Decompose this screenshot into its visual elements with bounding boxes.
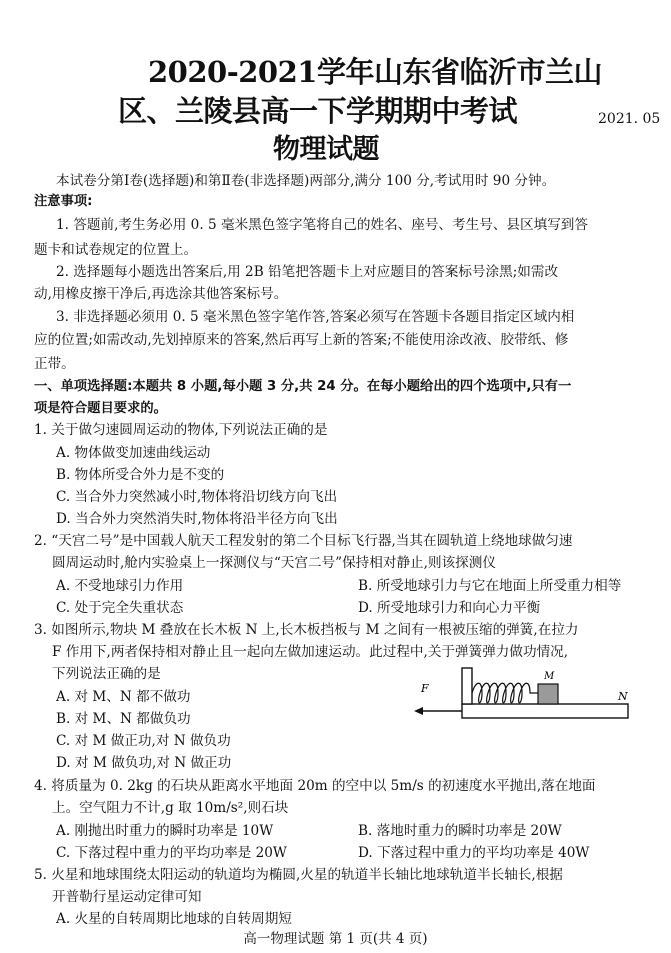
q3-stem-line-2: F 作用下,两者保持相对静止且一起向左做加速运动。此过程中,关于弹簧弹力做功情况,: [52, 644, 569, 660]
force-arrow-head: [414, 707, 423, 715]
intro-line: 本试卷分第Ⅰ卷(选择题)和第Ⅱ卷(非选择题)两部分,满分 100 分,考试用时 90 分钟。: [56, 173, 556, 189]
board-n: [462, 704, 628, 718]
notice-3b: 应的位置;如需改动,先划掉原来的答案,然后再写上新的答案;不能使用涂改液、胶带纸、修: [34, 332, 569, 348]
q2-option-c: C. 处于完全失重状态: [56, 600, 184, 616]
q4-stem-line-1: 4. 将质量为 0. 2kg 的石块从距离水平地面 20m 的空中以 5m/s 的初速度水平抛出,落在地面: [34, 778, 596, 794]
q3-figure: [410, 662, 636, 726]
label-f: F: [421, 682, 429, 695]
q2-option-d: D. 所受地球引力和向心力平衡: [358, 600, 541, 616]
q5-option-a: A. 火星的自转周期比地球的自转周期短: [56, 911, 292, 927]
q5-stem-line-1: 5. 火星和地球围绕太阳运动的轨道均为椭圆,火星的轨道半长轴比地球轨道半长轴长,根据: [34, 867, 563, 883]
exam-date: 2021. 05: [598, 111, 661, 127]
spring: [472, 683, 538, 703]
notice-heading: 注意事项:: [34, 194, 93, 209]
q4-option-b: B. 落地时重力的瞬时功率是 20W: [358, 823, 562, 839]
q1-option-d: D. 当合外力突然消失时,物体将沿半径方向飞出: [56, 511, 338, 527]
notice-1a: 1. 答题前,考生务必用 0. 5 毫米黑色签字笔将自己的姓名、座号、考生号、县区填写到答: [56, 217, 588, 233]
notice-1b: 题卡和试卷规定的位置上。: [34, 242, 198, 258]
q1-option-b: B. 物体所受合外力是不变的: [56, 467, 225, 483]
title-line-3: 物理试题: [273, 134, 379, 165]
section-heading-line-1: 一、单项选择题:本题共 8 小题,每小题 3 分,共 24 分。在每小题给出的四个选项中,只有一: [34, 379, 572, 394]
notice-2a: 2. 选择题每小题选出答案后,用 2B 铅笔把答题卡上对应题目的答案标号涂黑;如需改: [56, 264, 559, 280]
label-m: M: [544, 671, 555, 682]
q3-stem-line-3: 下列说法正确的是: [52, 666, 161, 682]
block-m: [538, 684, 558, 704]
q2-option-b: B. 所受地球引力与它在地面上所受重力相等: [358, 578, 622, 594]
section-heading-line-2: 项是符合题目要求的。: [34, 401, 167, 416]
q4-option-a: A. 刚抛出时重力的瞬时功率是 10W: [56, 823, 274, 839]
q3-option-c: C. 对 M 做正功,对 N 做负功: [56, 733, 231, 749]
q4-stem-line-2: 上。空气阻力不计,g 取 10m/s²,则石块: [52, 800, 289, 816]
q5-stem-line-2: 开普勒行星运动定律可知: [52, 889, 202, 905]
q2-option-a: A. 不受地球引力作用: [56, 578, 184, 594]
q2-stem-line-2: 圆周运动时,舱内实验桌上一探测仪与“天宫二号”保持相对静止,则该探测仪: [52, 555, 496, 571]
page-footer: 高一物理试题 第 1 页(共 4 页): [243, 931, 428, 947]
q1-option-c: C. 当合外力突然减小时,物体将沿切线方向飞出: [56, 489, 338, 505]
title-line-2: 区、兰陵县高一下学期期中考试: [118, 94, 518, 128]
q2-stem-line-1: 2. “天宫二号”是中国载人航天工程发射的第二个目标飞行器,当其在圆轨道上绕地球做匀速: [34, 533, 573, 549]
q1-stem: 1. 关于做匀速圆周运动的物体,下列说法正确的是: [34, 422, 328, 438]
q3-option-b: B. 对 M、N 都做负功: [56, 711, 191, 727]
title-line-1: 2020-2021学年山东省临沂市兰山: [148, 55, 602, 89]
q1-option-a: A. 物体做变加速曲线运动: [56, 445, 211, 461]
q3-option-a: A. 对 M、N 都不做功: [56, 689, 191, 705]
q4-option-d: D. 下落过程中重力的平均功率是 40W: [358, 845, 590, 861]
notice-3a: 3. 非选择题必须用 0. 5 毫米黑色签字笔作答,答案必须写在答题卡各题目指定区域内相: [56, 309, 575, 325]
q4-option-c: C. 下落过程中重力的平均功率是 20W: [56, 845, 287, 861]
q3-stem-line-1: 3. 如图所示,物块 M 叠放在长木板 N 上,长木板挡板与 M 之间有一根被压缩的弹簧,在拉力: [34, 622, 579, 638]
board-baffle: [462, 668, 472, 704]
notice-3c: 正带。: [34, 356, 75, 372]
q3-option-d: D. 对 M 做负功,对 N 做正功: [56, 755, 232, 771]
notice-2b: 动,用橡皮擦干净后,再选涂其他答案标号。: [34, 286, 288, 302]
label-n: N: [618, 690, 628, 703]
